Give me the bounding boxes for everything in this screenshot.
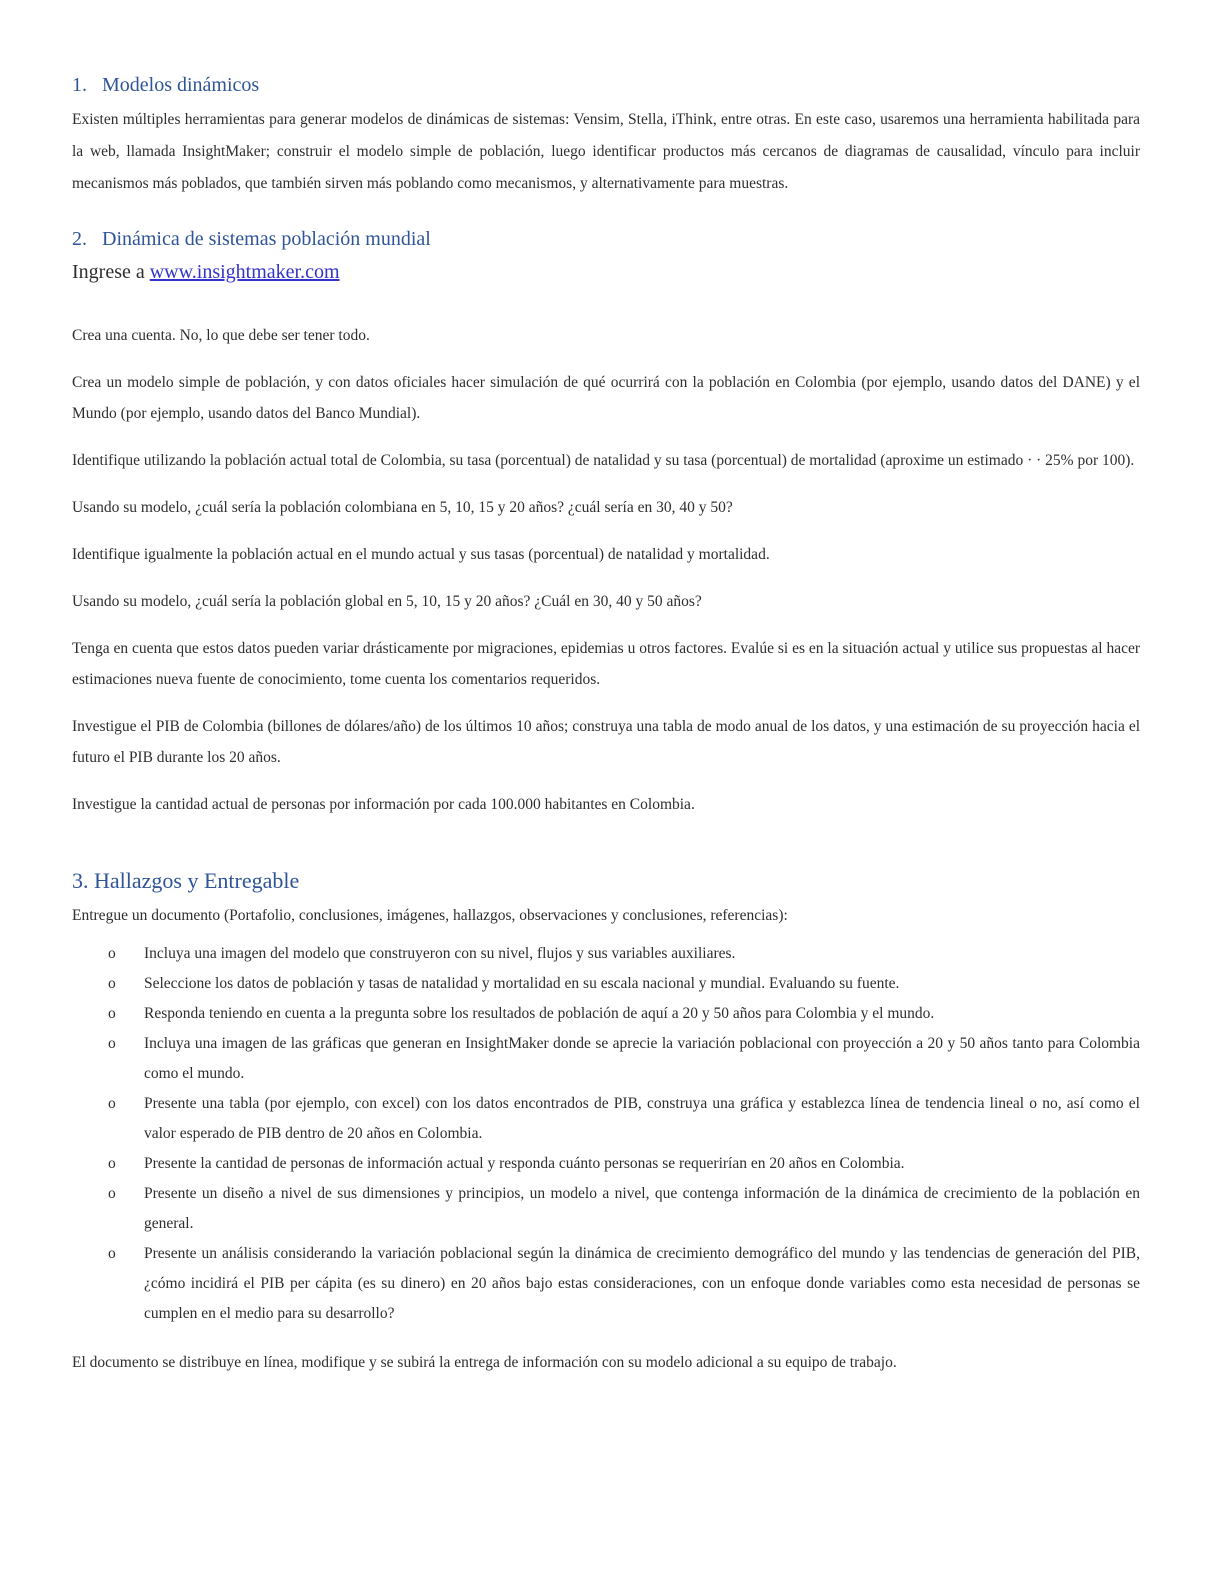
- section2-heading: [72, 226, 1140, 252]
- section3-title: Hallazgos y Entregable: [94, 868, 300, 893]
- list-item: [108, 939, 1140, 969]
- list-item: [108, 1179, 1140, 1239]
- ingrese-prefix: Ingrese a: [72, 261, 145, 283]
- list-item-text: Presente un análisis considerando la variación poblacional según la dinámica de crecimiento demográfico del mundo y las tendencias de generación del PIB, ¿cómo incidirá el PIB per cápita (es su dinero) en 20 años bajo estas consideraciones, con un enfoque donde variables como esta necesidad de personas se cumplen en el medio para su desarrollo?: [144, 1245, 1140, 1322]
- section3-intro: Entregue un documento (Portafolio, conclusiones, imágenes, hallazgos, observaciones y conclusiones, referencias):: [72, 907, 788, 924]
- section2-paragraph-6: Usando su modelo, ¿cuál sería la población global en 5, 10, 15 y 20 años? ¿Cuál en 30, 40 y 50 años?: [72, 593, 702, 610]
- list-item: [108, 1239, 1140, 1329]
- section2-title: Dinámica de sistemas población mundial: [102, 228, 431, 250]
- section2-paragraph-4: Usando su modelo, ¿cuál sería la población colombiana en 5, 10, 15 y 20 años? ¿cuál sería en 30, 40 y 50?: [72, 499, 733, 516]
- bullet-icon: o: [108, 1185, 116, 1202]
- bullet-icon: o: [108, 1155, 116, 1172]
- section1-heading: [72, 72, 1140, 98]
- section2-paragraph-3: Identifique utilizando la población actual total de Colombia, su tasa (porcentual) de natalidad y su tasa (porcentual) de mortalidad (aproxime un estimado · · 25% por 100).: [72, 452, 1135, 469]
- section2-number: 2.: [72, 228, 87, 250]
- list-item-text: Incluya una imagen del modelo que construyeron con su nivel, flujos y sus variables auxiliares.: [144, 945, 736, 962]
- list-item: [108, 1089, 1140, 1149]
- section2-paragraph-5: Identifique igualmente la población actual en el mundo actual y sus tasas (porcentual) de natalidad y mortalidad.: [72, 546, 770, 563]
- section1-number: 1.: [72, 74, 87, 96]
- list-item-text: Presente un diseño a nivel de sus dimensiones y principios, un modelo a nivel, que contenga información de la dinámica de crecimiento de la población en general.: [144, 1185, 1140, 1232]
- list-item-text: Incluya una imagen de las gráficas que generan en InsightMaker donde se aprecie la variación poblacional con proyección a 20 y 50 años tanto para Colombia como el mundo.: [144, 1035, 1140, 1082]
- insightmaker-link[interactable]: www.insightmaker.com: [149, 261, 340, 283]
- list-item: [108, 1149, 1140, 1179]
- section2-paragraph-1: Crea una cuenta. No, lo que debe ser tener todo.: [72, 327, 370, 344]
- section3-number: 3.: [72, 868, 89, 893]
- bullet-icon: o: [108, 1035, 116, 1052]
- list-item: [108, 999, 1140, 1029]
- bullet-icon: o: [108, 1005, 116, 1022]
- section2-paragraph-7: Tenga en cuenta que estos datos pueden variar drásticamente por migraciones, epidemias u otros factores. Evalúe si es en la situación actual y utilice sus propuestas al hacer estimaciones nueva fuente de conocimiento, tome cuenta los comentarios requeridos.: [72, 640, 1140, 688]
- section2-paragraph-8: Investigue el PIB de Colombia (billones de dólares/año) de los últimos 10 años; construya una tabla de modo anual de los datos, y una estimación de su proyección hacia el futuro el PIB durante los 20 años.: [72, 718, 1140, 766]
- deliverables-list: [72, 939, 1140, 1329]
- section1-paragraph: Existen múltiples herramientas para generar modelos de dinámicas de sistemas: Vensim, Stella, iThink, entre otras. En este caso, usaremos una herramienta habilitada para la web, llamada InsightMaker; construir el modelo simple de población, luego identificar productos más cercanos de diagramas de causalidad, vínculo para incluir mecanismos más poblados, que también sirven más poblando como mecanismos, y alternativamente para muestras.: [72, 111, 1140, 192]
- ingrese-line: [72, 258, 1140, 286]
- section2-paragraph-2: Crea un modelo simple de población, y con datos oficiales hacer simulación de qué ocurrirá con la población en Colombia (por ejemplo, usando datos del DANE) y el Mundo (por ejemplo, usando datos del Banco Mundial).: [72, 374, 1140, 422]
- list-item: [108, 1029, 1140, 1089]
- section3-footer: El documento se distribuye en línea, modifique y se subirá la entrega de información con su modelo adicional a su equipo de trabajo.: [72, 1354, 897, 1371]
- bullet-icon: o: [108, 975, 116, 992]
- section1-title: Modelos dinámicos: [102, 74, 260, 96]
- bullet-icon: o: [108, 1095, 116, 1112]
- list-item-text: Presente la cantidad de personas de información actual y responda cuánto personas se requerirían en 20 años en Colombia.: [144, 1155, 905, 1172]
- bullet-icon: o: [108, 1245, 116, 1262]
- list-item: [108, 969, 1140, 999]
- bullet-icon: o: [108, 945, 116, 962]
- section2-paragraph-9: Investigue la cantidad actual de personas por información por cada 100.000 habitantes en Colombia.: [72, 796, 695, 813]
- list-item-text: Seleccione los datos de población y tasas de natalidad y mortalidad en su escala nacional y mundial. Evaluando su fuente.: [144, 975, 900, 992]
- list-item-text: Presente una tabla (por ejemplo, con excel) con los datos encontrados de PIB, construya una gráfica y establezca línea de tendencia lineal o no, así como el valor esperado de PIB dentro de 20 años en Colombia.: [144, 1095, 1140, 1142]
- list-item-text: Responda teniendo en cuenta a la pregunta sobre los resultados de población de aquí a 20 y 50 años para Colombia y el mundo.: [144, 1005, 935, 1022]
- section3-heading: [72, 868, 1140, 894]
